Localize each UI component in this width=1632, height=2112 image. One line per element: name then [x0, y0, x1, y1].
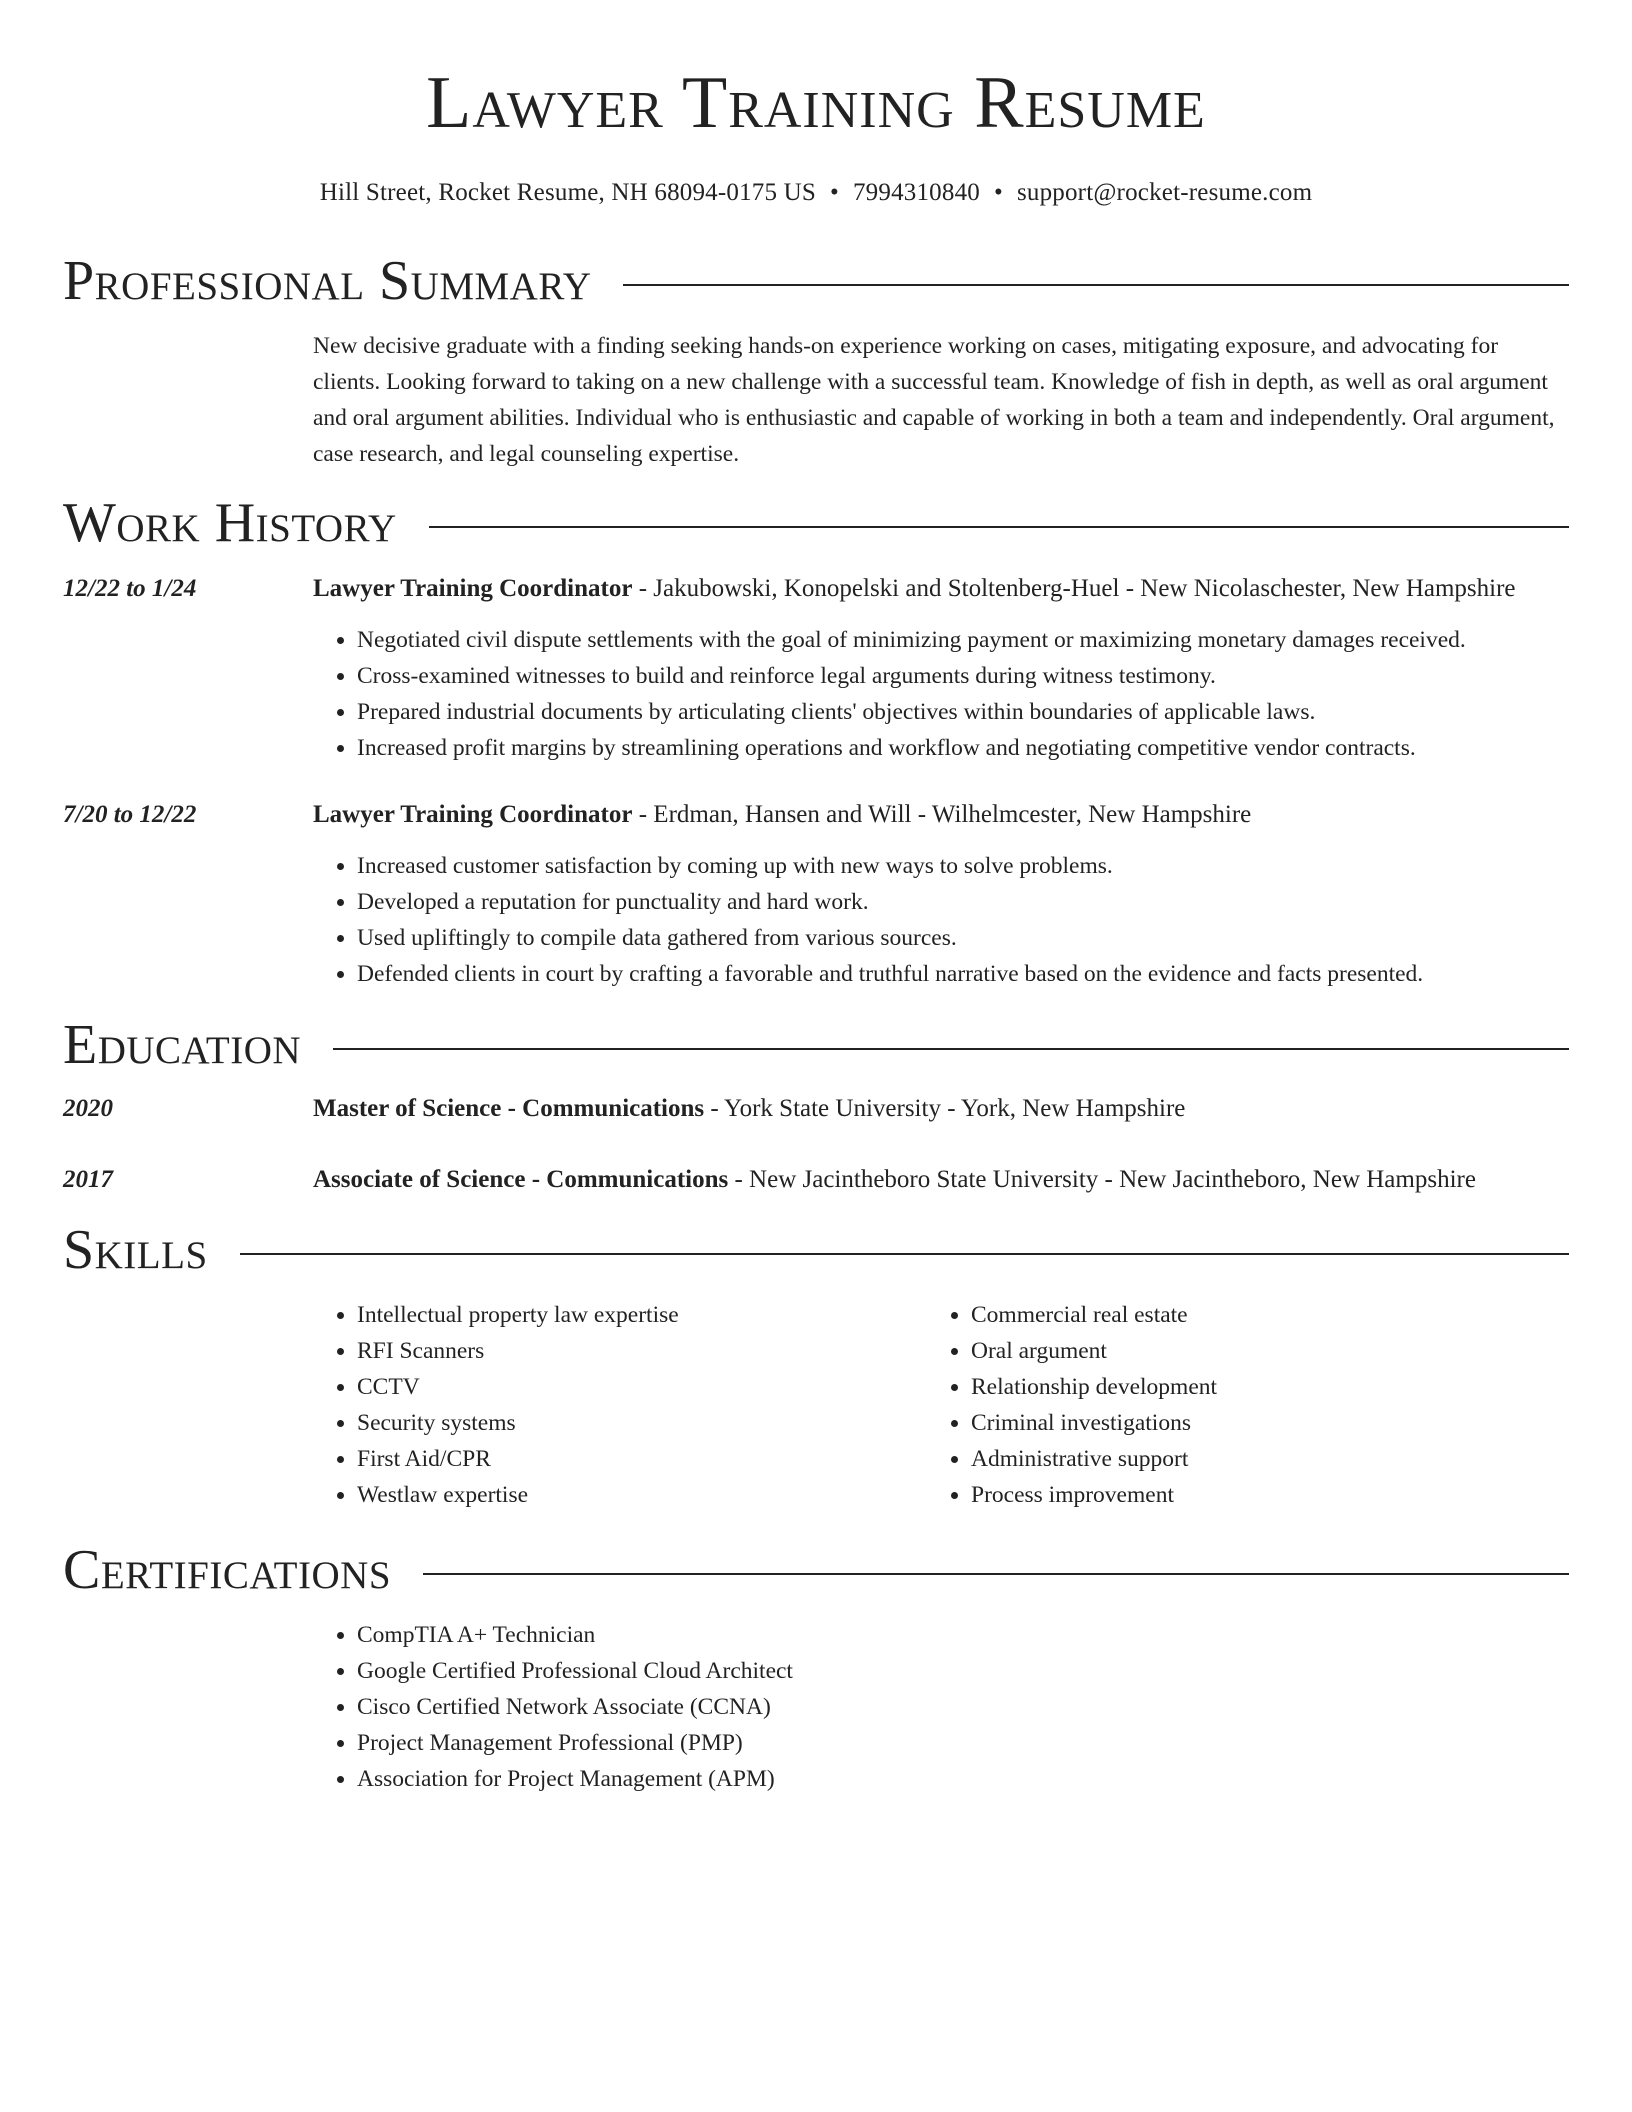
section-education — [63, 1012, 1569, 1078]
section-title: Professional Summary — [63, 250, 592, 312]
section-title: Certifications — [63, 1539, 392, 1601]
list-item: • Defended clients in court by crafting a favorable and truthful narrative based on the evidence and facts presented. — [357, 956, 1569, 992]
skill-item: • Process improvement — [971, 1477, 1217, 1513]
contact-email: support@rocket-resume.com — [1016, 179, 1313, 206]
job-bullets — [313, 622, 1569, 766]
section-title: Work History — [63, 492, 397, 554]
skill-item: • First Aid/CPR — [357, 1441, 927, 1477]
job-entry — [63, 570, 1569, 766]
education-details: - York State University - York, New Hampshire — [704, 1095, 1186, 1122]
skill-item: • Relationship development — [971, 1369, 1217, 1405]
education-description — [313, 1161, 1569, 1199]
job-dates: 7/20 to 12/22 — [63, 801, 197, 828]
section-title: Education — [63, 1014, 302, 1076]
skills-list-right — [927, 1297, 1217, 1513]
section-title: Skills — [63, 1219, 208, 1281]
skill-item: • Commercial real estate — [971, 1297, 1217, 1333]
job-description — [313, 796, 1569, 834]
skill-item: • Criminal investigations — [971, 1405, 1217, 1441]
education-description — [313, 1090, 1569, 1128]
education-entry — [63, 1090, 1569, 1128]
contact-separator: • — [993, 179, 1003, 206]
job-header — [63, 570, 1569, 608]
section-divider — [333, 1048, 1569, 1050]
skill-item: • Intellectual property law expertise — [357, 1297, 927, 1333]
education-year: 2020 — [63, 1095, 113, 1122]
contact-phone: 7994310840 — [852, 179, 980, 206]
certifications-list — [313, 1617, 1569, 1797]
certification-item: • Cisco Certified Network Associate (CCNA) — [357, 1689, 1569, 1725]
section-divider — [429, 526, 1569, 528]
skills-list-left — [313, 1297, 927, 1513]
list-item: • Prepared industrial documents by articulating clients' objectives within boundaries of applicable laws. — [357, 694, 1569, 730]
certification-item: • Google Certified Professional Cloud Architect — [357, 1653, 1569, 1689]
education-year: 2017 — [63, 1166, 113, 1193]
job-dates: 12/22 to 1/24 — [63, 575, 197, 602]
certification-item: • Project Management Professional (PMP) — [357, 1725, 1569, 1761]
section-certifications — [63, 1537, 1569, 1603]
list-item: • Increased profit margins by streamlining operations and workflow and negotiating competitive vendor contracts. — [357, 730, 1569, 766]
job-title: Lawyer Training Coordinator — [313, 575, 633, 602]
education-entry — [63, 1161, 1569, 1199]
list-item: • Increased customer satisfaction by coming up with new ways to solve problems. — [357, 848, 1569, 884]
skills-columns — [313, 1297, 1569, 1513]
section-divider — [240, 1253, 1569, 1255]
skill-item: • Security systems — [357, 1405, 927, 1441]
section-divider — [423, 1573, 1569, 1575]
job-bullets — [313, 848, 1569, 992]
skill-item: • Administrative support — [971, 1441, 1217, 1477]
section-work-history — [63, 490, 1569, 556]
section-divider — [623, 284, 1569, 286]
section-skills — [63, 1217, 1569, 1283]
list-item: • Negotiated civil dispute settlements with the goal of minimizing payment or maximizing monetary damages received. — [357, 622, 1569, 658]
education-degree: Associate of Science - Communications — [313, 1166, 729, 1193]
certification-item: • Association for Project Management (APM) — [357, 1761, 1569, 1797]
skill-item: • Westlaw expertise — [357, 1477, 927, 1513]
certification-item: • CompTIA A+ Technician — [357, 1617, 1569, 1653]
resume-title: Lawyer Training Resume — [426, 62, 1206, 144]
skill-item: • Oral argument — [971, 1333, 1217, 1369]
job-entry — [63, 796, 1569, 992]
education-degree: Master of Science - Communications — [313, 1095, 705, 1122]
job-header — [63, 796, 1569, 834]
list-item: • Cross-examined witnesses to build and reinforce legal arguments during witness testimony. — [357, 658, 1569, 694]
skill-item: • CCTV — [357, 1369, 927, 1405]
job-title: Lawyer Training Coordinator — [313, 801, 633, 828]
summary-text: New decisive graduate with a finding seeking hands-on experience working on cases, mitigating exposure, and advocating for clients. Looking forward to taking on a new challenge with a successful team. Knowledge of fish in depth, as well as oral argument and oral argument abilities. Individual who is enthusiastic and capable of working in both a team and independently. Oral argument, case research, and legal counseling expertise. — [313, 333, 1555, 467]
job-details: - Erdman, Hansen and Will - Wilhelmcester, New Hampshire — [632, 801, 1252, 828]
contact-line — [63, 176, 1569, 210]
section-professional-summary — [63, 248, 1569, 314]
education-details: - New Jacintheboro State University - New Jacintheboro, New Hampshire — [728, 1166, 1476, 1193]
list-item: • Used upliftingly to compile data gathered from various sources. — [357, 920, 1569, 956]
job-details: - Jakubowski, Konopelski and Stoltenberg-Huel - New Nicolaschester, New Hampshire — [632, 575, 1516, 602]
contact-separator: • — [830, 179, 839, 206]
list-item: • Developed a reputation for punctuality and hard work. — [357, 884, 1569, 920]
job-description — [313, 570, 1569, 608]
contact-address: Hill Street, Rocket Resume, NH 68094-0175 US — [319, 179, 817, 206]
skill-item: • RFI Scanners — [357, 1333, 927, 1369]
